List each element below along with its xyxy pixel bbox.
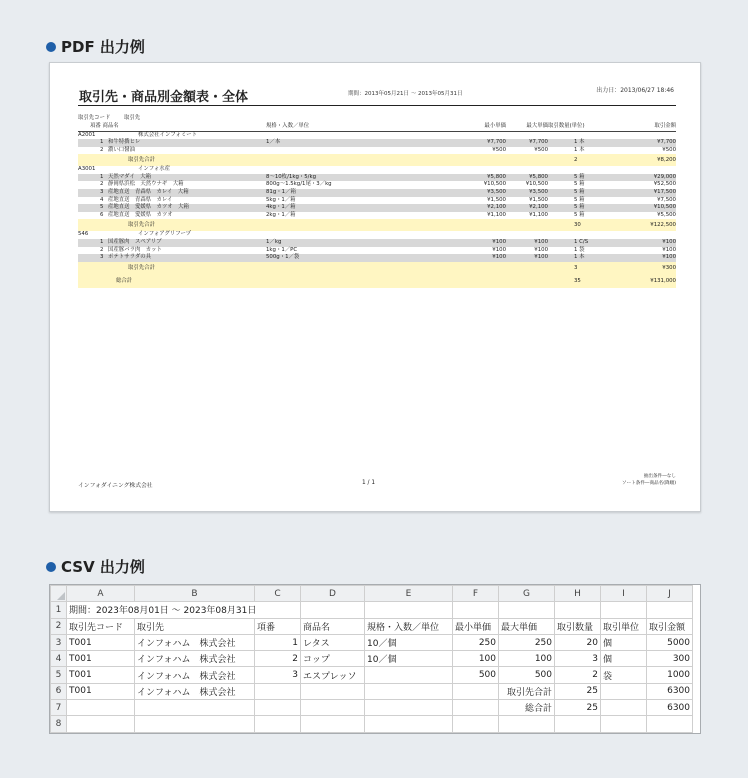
pdf-item-qty: 5 箱 — [574, 196, 585, 203]
pdf-item-row — [78, 147, 676, 155]
row-header[interactable]: 2 — [51, 618, 67, 634]
spreadsheet-cell[interactable]: 25 — [555, 683, 601, 699]
pdf-item-no: 2 — [100, 181, 104, 188]
pdf-item-min-price: ¥3,500 — [487, 189, 506, 196]
spreadsheet-cell[interactable] — [301, 716, 365, 732]
spreadsheet-cell[interactable]: 2 — [255, 651, 301, 667]
spreadsheet-cell[interactable]: 取引金額 — [647, 618, 693, 634]
spreadsheet-row — [51, 634, 693, 650]
pdf-item-spec: 1kg・1／PC — [266, 246, 298, 253]
pdf-item-name: 産地直送 愛媛県 カツオ — [108, 211, 173, 218]
row-header[interactable]: 1 — [51, 602, 67, 618]
spreadsheet-cell[interactable] — [135, 716, 255, 732]
pdf-item-name: 産地直送 青森県 カレイ — [108, 196, 173, 203]
spreadsheet-cell[interactable]: 3 — [255, 667, 301, 683]
pdf-item-min-price: ¥500 — [492, 146, 506, 153]
pdf-item-spec: 2kg・1／箱 — [266, 211, 296, 218]
pdf-item-min-price: ¥7,700 — [487, 139, 506, 146]
pdf-item-name: 濃い口醤油 — [108, 146, 135, 153]
column-header-row — [51, 586, 693, 602]
pdf-item-max-price: ¥7,700 — [529, 139, 548, 146]
pdf-partner-name: 株式会社インフォミート — [138, 131, 198, 138]
spreadsheet-cell[interactable] — [453, 602, 499, 618]
pdf-item-min-price: ¥100 — [492, 239, 506, 246]
column-header-g[interactable]: G — [499, 586, 555, 602]
spreadsheet-cell[interactable] — [601, 602, 647, 618]
pdf-item-no: 3 — [100, 189, 104, 196]
spreadsheet-cell[interactable]: 取引先コード — [67, 618, 135, 634]
pdf-item-name: 産地直送 愛媛県 カツオ 大箱 — [108, 204, 189, 211]
spreadsheet-cell[interactable]: 最大単価 — [499, 618, 555, 634]
pdf-item-amount: ¥7,700 — [657, 139, 676, 146]
column-header-f[interactable]: F — [453, 586, 499, 602]
pdf-subtotal-row — [78, 154, 676, 166]
pdf-item-spec: 81g・1／箱 — [266, 189, 296, 196]
row-header[interactable]: 4 — [51, 651, 67, 667]
pdf-item-spec: 1／本 — [266, 139, 281, 146]
pdf-item-row — [78, 139, 676, 147]
spreadsheet-cell[interactable]: 最小単価 — [453, 618, 499, 634]
pdf-section-title: PDF 出力例 — [61, 38, 145, 56]
pdf-item-min-price: ¥1,500 — [487, 196, 506, 203]
row-header[interactable]: 7 — [51, 700, 67, 716]
spreadsheet-cell[interactable]: T001 — [67, 651, 135, 667]
spreadsheet-cell[interactable]: T001 — [67, 634, 135, 650]
pdf-item-name: 天然マダイ 大箱 — [108, 173, 152, 180]
bullet-icon — [46, 42, 56, 52]
pdf-subtotal-label: 取引先合計 — [128, 157, 155, 164]
pdf-item-row — [78, 212, 676, 220]
pdf-header-qty: 取引数量(単位) — [548, 122, 585, 129]
spreadsheet-cell[interactable] — [453, 683, 499, 699]
pdf-item-min-price: ¥10,500 — [483, 181, 506, 188]
spreadsheet-cell[interactable]: 250 — [499, 634, 555, 650]
pdf-partner-code: A2001 — [78, 131, 96, 138]
pdf-partner-name: インフォ水産 — [138, 166, 171, 173]
spreadsheet-cell[interactable] — [365, 667, 453, 683]
spreadsheet-cell[interactable]: インフォハム 株式会社 — [135, 651, 255, 667]
spreadsheet-cell[interactable]: 1 — [255, 634, 301, 650]
pdf-grand-total-amount: ¥131,000 — [650, 277, 676, 284]
spreadsheet-cell[interactable] — [365, 700, 453, 716]
column-header-j[interactable]: J — [647, 586, 693, 602]
pdf-subtotal-amount: ¥8,200 — [657, 157, 676, 164]
pdf-item-max-price: ¥500 — [534, 146, 548, 153]
pdf-item-row — [78, 247, 676, 255]
spreadsheet-cell[interactable]: 6300 — [647, 683, 693, 699]
pdf-item-min-price: ¥1,100 — [487, 211, 506, 218]
pdf-item-amount: ¥100 — [662, 254, 676, 261]
pdf-footer-company: インフォダイニング株式会社 — [78, 483, 153, 489]
spreadsheet-cell[interactable]: インフォハム 株式会社 — [135, 667, 255, 683]
spreadsheet-cell[interactable]: 商品名 — [301, 618, 365, 634]
spreadsheet-cell[interactable] — [647, 602, 693, 618]
pdf-item-max-price: ¥10,500 — [525, 181, 548, 188]
spreadsheet-cell[interactable] — [365, 602, 453, 618]
pdf-subtotal-amount: ¥300 — [662, 264, 676, 271]
pdf-item-amount: ¥5,500 — [657, 211, 676, 218]
pdf-header-row-2 — [78, 122, 676, 132]
spreadsheet-cell[interactable]: T001 — [67, 667, 135, 683]
spreadsheet-cell[interactable] — [499, 602, 555, 618]
row-header[interactable]: 8 — [51, 716, 67, 732]
spreadsheet-cell[interactable]: 300 — [647, 651, 693, 667]
pdf-header-min: 最小単価 — [484, 122, 506, 129]
spreadsheet-cell[interactable]: 取引単位 — [601, 618, 647, 634]
pdf-item-qty: 5 箱 — [574, 173, 585, 180]
pdf-subtotal-label: 取引先合計 — [128, 264, 155, 271]
pdf-header-amount: 取引金額 — [654, 122, 676, 129]
pdf-item-row — [78, 239, 676, 247]
spreadsheet-cell[interactable]: 取引数量 — [555, 618, 601, 634]
pdf-item-max-price: ¥1,500 — [529, 196, 548, 203]
pdf-grand-total-row — [78, 274, 676, 288]
column-header-i[interactable]: I — [601, 586, 647, 602]
spreadsheet-cell[interactable]: 500 — [453, 667, 499, 683]
spreadsheet-cell[interactable] — [301, 683, 365, 699]
csv-section-title: CSV 出力例 — [61, 558, 145, 576]
spreadsheet-cell[interactable] — [301, 602, 365, 618]
pdf-item-no: 3 — [100, 254, 104, 261]
pdf-header-item: 項番 商品名 — [90, 122, 119, 129]
spreadsheet-cell[interactable] — [601, 683, 647, 699]
pdf-subtotal-qty: 30 — [574, 222, 581, 229]
pdf-item-max-price: ¥5,800 — [529, 173, 548, 180]
spreadsheet-cell[interactable]: レタス — [301, 634, 365, 650]
pdf-item-max-price: ¥100 — [534, 246, 548, 253]
select-all-corner[interactable] — [51, 586, 67, 602]
pdf-item-min-price: ¥2,100 — [487, 204, 506, 211]
spreadsheet-cell[interactable]: インフォハム 株式会社 — [135, 634, 255, 650]
spreadsheet-cell[interactable] — [601, 700, 647, 716]
pdf-item-amount: ¥17,500 — [653, 189, 676, 196]
pdf-item-amount: ¥500 — [662, 146, 676, 153]
csv-section-heading — [46, 556, 145, 577]
spreadsheet-cell[interactable]: 2 — [555, 667, 601, 683]
spreadsheet-cell[interactable]: 100 — [499, 651, 555, 667]
pdf-partner-row — [78, 132, 676, 140]
spreadsheet-row — [51, 716, 693, 732]
spreadsheet-cell[interactable]: 100 — [453, 651, 499, 667]
pdf-document-title: 取引先・商品別金額表・全体 — [79, 90, 249, 105]
pdf-report-table — [78, 115, 676, 288]
pdf-grand-total-qty: 35 — [574, 277, 581, 284]
spreadsheet-cell[interactable]: 規格・入数／単位 — [365, 618, 453, 634]
pdf-item-amount: ¥7,500 — [657, 196, 676, 203]
bullet-icon — [46, 562, 56, 572]
spreadsheet-cell[interactable]: 袋 — [601, 667, 647, 683]
spreadsheet-cell[interactable] — [67, 716, 135, 732]
spreadsheet-cell[interactable]: 3 — [555, 651, 601, 667]
pdf-item-no: 6 — [100, 211, 104, 218]
spreadsheet-cell[interactable] — [365, 683, 453, 699]
spreadsheet-cell[interactable] — [453, 716, 499, 732]
pdf-item-min-price: ¥100 — [492, 254, 506, 261]
pdf-item-spec: 500g・1／袋 — [266, 254, 300, 261]
column-header-h[interactable]: H — [555, 586, 601, 602]
pdf-item-name: 国産豚バラ肉 カット — [108, 246, 162, 253]
pdf-footer-page: 1 / 1 — [362, 480, 376, 486]
pdf-item-name: 和牛特撰ヒレ — [108, 139, 141, 146]
pdf-section-heading — [46, 36, 145, 57]
spreadsheet-cell[interactable]: 1000 — [647, 667, 693, 683]
pdf-output-date: 出力日：2013/06/27 18:46 — [596, 87, 674, 94]
spreadsheet-cell[interactable]: 期間：2023年08月01日 ～ 2023年08月31日 — [67, 602, 301, 618]
csv-spreadsheet — [49, 584, 701, 734]
pdf-preview — [49, 62, 701, 512]
spreadsheet-cell[interactable]: 取引先合計 — [499, 683, 555, 699]
pdf-item-qty: 5 箱 — [574, 211, 585, 218]
pdf-header-spec: 規格・入数／単位 — [266, 122, 310, 129]
spreadsheet-cell[interactable]: 10／個 — [365, 651, 453, 667]
pdf-item-spec: 5kg・1／箱 — [266, 196, 296, 203]
pdf-header-max: 最大単価 — [526, 122, 548, 129]
pdf-item-qty: 1 C/S — [574, 239, 589, 246]
pdf-footer-conditions — [622, 473, 676, 487]
spreadsheet-cell[interactable]: 20 — [555, 634, 601, 650]
pdf-item-amount: ¥52,500 — [653, 181, 676, 188]
pdf-item-no: 1 — [100, 139, 104, 146]
pdf-partner-row — [78, 166, 676, 174]
spreadsheet-cell[interactable]: 個 — [601, 651, 647, 667]
spreadsheet-cell[interactable]: 10／個 — [365, 634, 453, 650]
pdf-footer-sort-condition: ソート条件―商品名(降順) — [621, 481, 676, 486]
pdf-title-rule — [78, 105, 676, 106]
pdf-item-qty: 5 箱 — [574, 189, 585, 196]
pdf-item-spec: 4kg・1／箱 — [266, 204, 296, 211]
spreadsheet-cell[interactable] — [555, 602, 601, 618]
pdf-subtotal-label: 取引先合計 — [128, 222, 155, 229]
spreadsheet-row — [51, 618, 693, 634]
pdf-item-spec: 1／kg — [266, 239, 282, 246]
pdf-item-qty: 1 本 — [574, 146, 585, 153]
column-header-c[interactable]: C — [255, 586, 301, 602]
spreadsheet-cell[interactable] — [647, 716, 693, 732]
column-header-d[interactable]: D — [301, 586, 365, 602]
spreadsheet-cell[interactable] — [601, 716, 647, 732]
spreadsheet-cell[interactable] — [453, 700, 499, 716]
pdf-item-name: 産地直送 青森県 カレイ 大箱 — [108, 189, 189, 196]
pdf-item-spec: 8～10枚/1kg・5/kg — [266, 173, 317, 180]
spreadsheet-row — [51, 683, 693, 699]
pdf-item-no: 1 — [100, 173, 104, 180]
pdf-item-amount: ¥100 — [662, 239, 676, 246]
pdf-item-qty: 1 本 — [574, 254, 585, 261]
pdf-item-no: 5 — [100, 204, 104, 211]
pdf-subtotal-qty: 3 — [574, 264, 578, 271]
pdf-footer-extract-condition: 抽出条件―なし — [643, 474, 676, 479]
column-header-b[interactable]: B — [135, 586, 255, 602]
spreadsheet-cell[interactable] — [499, 716, 555, 732]
pdf-item-no: 2 — [100, 146, 104, 153]
pdf-item-no: 1 — [100, 239, 104, 246]
pdf-partner-code: A3001 — [78, 166, 96, 173]
spreadsheet-cell[interactable] — [67, 700, 135, 716]
pdf-header-partner: 取引先 — [124, 115, 141, 121]
spreadsheet-row — [51, 667, 693, 683]
spreadsheet-cell[interactable] — [255, 700, 301, 716]
spreadsheet-cell[interactable] — [255, 716, 301, 732]
pdf-item-max-price: ¥3,500 — [529, 189, 548, 196]
spreadsheet-cell[interactable] — [555, 716, 601, 732]
spreadsheet-cell[interactable]: エスプレッソ — [301, 667, 365, 683]
pdf-item-row — [78, 254, 676, 262]
row-header[interactable]: 6 — [51, 683, 67, 699]
pdf-item-max-price: ¥100 — [534, 254, 548, 261]
pdf-item-row — [78, 204, 676, 212]
spreadsheet-cell[interactable]: 25 — [555, 700, 601, 716]
spreadsheet-cell[interactable] — [135, 700, 255, 716]
pdf-item-min-price: ¥5,800 — [487, 173, 506, 180]
column-header-a[interactable]: A — [67, 586, 135, 602]
pdf-partner-row — [78, 231, 676, 239]
spreadsheet-row — [51, 700, 693, 716]
row-header[interactable]: 5 — [51, 667, 67, 683]
spreadsheet-row — [51, 651, 693, 667]
pdf-subtotal-row — [78, 219, 676, 231]
spreadsheet-cell[interactable]: コップ — [301, 651, 365, 667]
pdf-header-code: 取引先コード — [78, 115, 111, 121]
spreadsheet-cell[interactable]: 取引先 — [135, 618, 255, 634]
spreadsheet-cell[interactable]: 6300 — [647, 700, 693, 716]
pdf-item-name: ポテトサラダの具 — [108, 254, 152, 261]
column-header-e[interactable]: E — [365, 586, 453, 602]
pdf-item-qty: 1 袋 — [574, 246, 585, 253]
pdf-item-no: 4 — [100, 196, 104, 203]
pdf-subtotal-amount: ¥122,500 — [650, 222, 676, 229]
pdf-item-qty: 5 箱 — [574, 181, 585, 188]
spreadsheet-cell[interactable] — [365, 716, 453, 732]
pdf-item-amount: ¥100 — [662, 246, 676, 253]
pdf-item-amount: ¥29,000 — [653, 173, 676, 180]
row-header[interactable]: 3 — [51, 634, 67, 650]
spreadsheet-cell[interactable]: 5000 — [647, 634, 693, 650]
spreadsheet-row — [51, 602, 693, 618]
pdf-item-no: 2 — [100, 246, 104, 253]
pdf-item-qty: 1 本 — [574, 139, 585, 146]
pdf-grand-total-label: 総合計 — [116, 277, 133, 284]
pdf-item-max-price: ¥1,100 — [529, 211, 548, 218]
pdf-subtotal-row — [78, 262, 676, 274]
pdf-partner-code: 546 — [78, 231, 89, 238]
spreadsheet-cell[interactable]: 総合計 — [499, 700, 555, 716]
pdf-item-name: 国産豚肉 スペアリブ — [108, 239, 162, 246]
pdf-item-amount: ¥10,500 — [653, 204, 676, 211]
spreadsheet-cell[interactable] — [301, 700, 365, 716]
spreadsheet-cell[interactable] — [255, 683, 301, 699]
spreadsheet-grid — [50, 585, 693, 733]
pdf-item-max-price: ¥100 — [534, 239, 548, 246]
pdf-partner-name: インフォアグリフーヅ — [138, 231, 192, 238]
spreadsheet-cell[interactable]: 個 — [601, 634, 647, 650]
pdf-period: 期間：2013年05月21日 ～ 2013年05月31日 — [348, 91, 463, 97]
spreadsheet-cell[interactable]: 項番 — [255, 618, 301, 634]
spreadsheet-cell[interactable]: 250 — [453, 634, 499, 650]
pdf-item-name: 静岡県浜松 天然ウナギ 大箱 — [108, 181, 184, 188]
spreadsheet-cell[interactable]: T001 — [67, 683, 135, 699]
spreadsheet-cell[interactable]: 500 — [499, 667, 555, 683]
pdf-item-qty: 5 箱 — [574, 204, 585, 211]
pdf-item-max-price: ¥2,100 — [529, 204, 548, 211]
pdf-item-row — [78, 181, 676, 189]
pdf-item-spec: 800g～1.5kg/1尾・3／kg — [266, 181, 332, 188]
pdf-item-min-price: ¥100 — [492, 246, 506, 253]
spreadsheet-cell[interactable]: インフォハム 株式会社 — [135, 683, 255, 699]
pdf-item-row — [78, 189, 676, 197]
pdf-subtotal-qty: 2 — [574, 157, 578, 164]
